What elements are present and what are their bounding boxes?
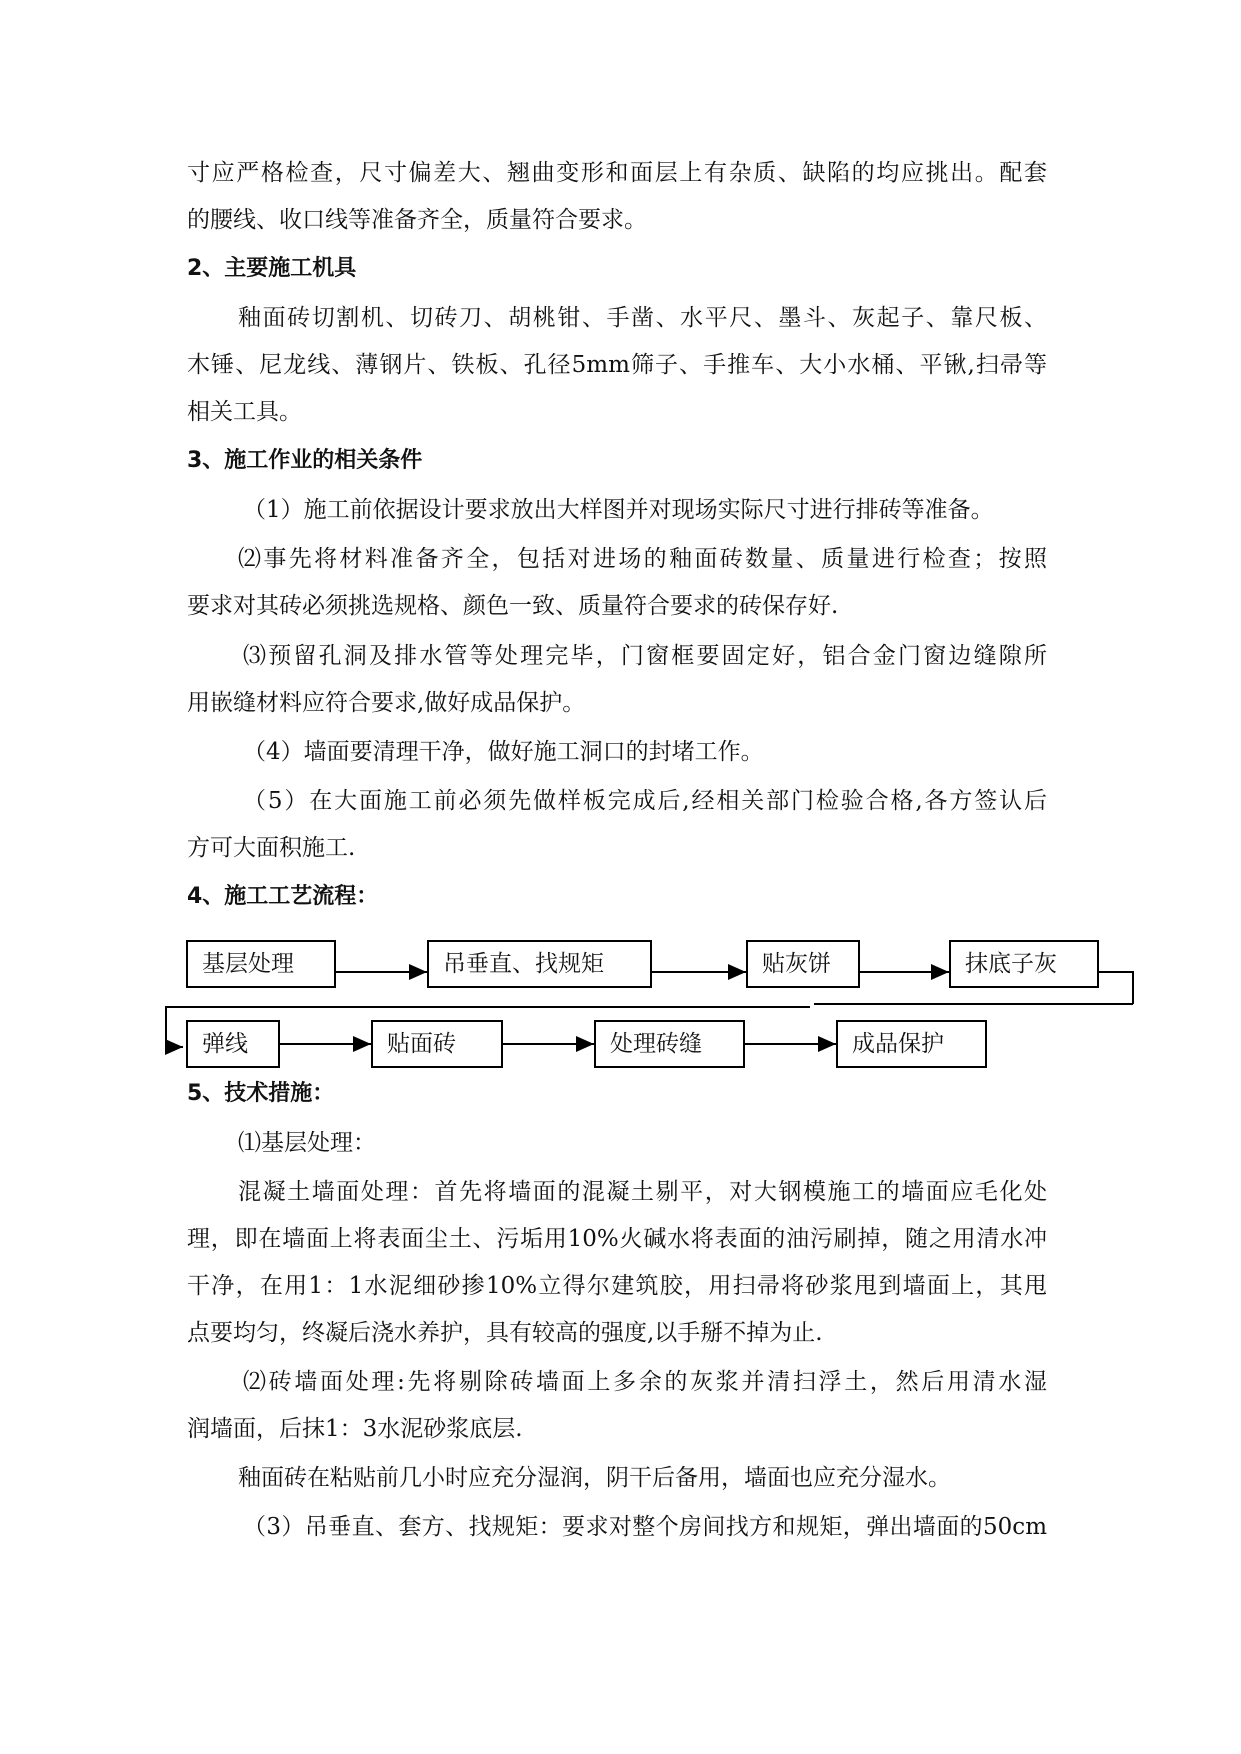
- paragraph-line: 釉面砖切割机、切砖刀、胡桃钳、手凿、水平尺、墨斗、灰起子、靠尺板、: [238, 305, 1047, 331]
- flow-step: 贴灰饼: [746, 940, 860, 988]
- paragraph-line: 用嵌缝材料应符合要求,做好成品保护。: [187, 690, 586, 716]
- flow-step: 成品保护: [836, 1020, 987, 1068]
- flow-step: 抹底子灰: [949, 940, 1099, 988]
- paragraph-line: 寸应严格检查，尺寸偏差大、翘曲变形和面层上有杂质、缺陷的均应挑出。配套: [187, 160, 1047, 186]
- flow-step: 吊垂直、找规矩: [427, 940, 652, 988]
- section-heading: 4、施工工艺流程：: [187, 884, 379, 909]
- paragraph-line: 要求对其砖必须挑选规格、颜色一致、质量符合要求的砖保存好.: [187, 593, 839, 619]
- paragraph-line: 的腰线、收口线等准备齐全，质量符合要求。: [187, 207, 647, 233]
- section-heading: 3、施工作业的相关条件: [187, 448, 423, 473]
- paragraph-line: （5）在大面施工前必须先做样板完成后,经相关部门检验合格,各方签认后: [243, 788, 1047, 814]
- flow-connector: [1099, 972, 1133, 1004]
- flow-step: 基层处理: [186, 940, 336, 988]
- paragraph-line: （4）墙面要清理干净，做好施工洞口的封堵工作。: [243, 739, 764, 765]
- paragraph-line: 方可大面积施工.: [187, 835, 356, 861]
- paragraph-line: ⑶预留孔洞及排水管等处理完毕，门窗框要固定好，铝合金门窗边缝隙所: [243, 643, 1047, 669]
- section-heading: 5、技术措施：: [187, 1081, 335, 1106]
- paragraph-line: 润墙面，后抹1：3水泥砂浆底层.: [187, 1416, 523, 1442]
- paragraph-line: 点要均匀，终凝后浇水养护，具有较高的强度,以手掰不掉为止.: [187, 1320, 823, 1346]
- paragraph-line: ⑵事先将材料准备齐全，包括对进场的釉面砖数量、质量进行检查；按照: [238, 546, 1047, 572]
- paragraph-line: （1）施工前依据设计要求放出大样图并对现场实际尺寸进行排砖等准备。: [243, 497, 994, 523]
- flow-step: 弹线: [186, 1020, 280, 1068]
- paragraph-line: （3）吊垂直、套方、找规矩：要求对整个房间找方和规矩，弹出墙面的50cm: [243, 1514, 1047, 1540]
- paragraph-line: 干净，在用1：1水泥细砂掺10%立得尔建筑胶，用扫帚将砂浆甩到墙面上，其甩: [187, 1273, 1047, 1299]
- paragraph-line: 相关工具。: [187, 399, 302, 425]
- paragraph-line: ⑵砖墙面处理:先将剔除砖墙面上多余的灰浆并清扫浮土，然后用清水湿: [243, 1369, 1047, 1395]
- paragraph-line: 理，即在墙面上将表面尘土、污垢用10%火碱水将表面的油污刷掉，随之用清水冲: [187, 1226, 1047, 1252]
- paragraph-line: 釉面砖在粘贴前几小时应充分湿润，阴干后备用，墙面也应充分湿水。: [238, 1465, 951, 1491]
- flow-step: 处理砖缝: [594, 1020, 745, 1068]
- paragraph-line: 木锤、尼龙线、薄钢片、铁板、孔径5mm筛子、手推车、大小水桶、平锹,扫帚等: [187, 352, 1047, 378]
- flow-step: 贴面砖: [371, 1020, 503, 1068]
- paragraph-line: 混凝土墙面处理：首先将墙面的混凝土剔平，对大钢模施工的墙面应毛化处: [238, 1179, 1047, 1205]
- section-heading: 2、主要施工机具: [187, 256, 357, 281]
- paragraph-line: ⑴基层处理：: [238, 1130, 376, 1156]
